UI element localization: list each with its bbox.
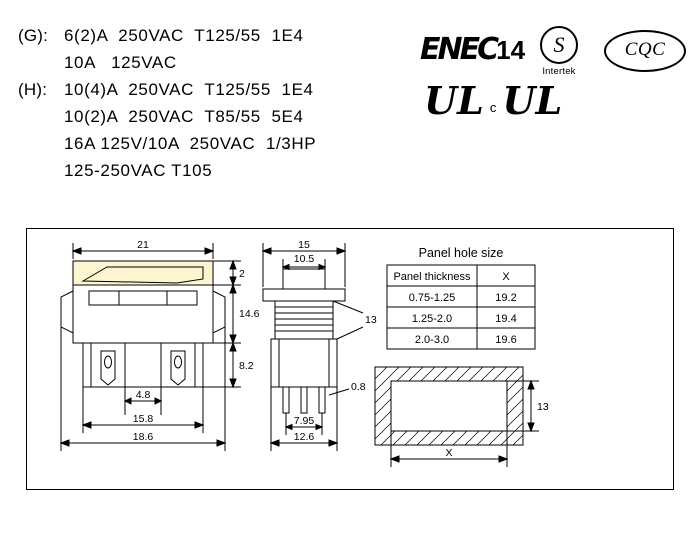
panel-table-cell: 19.2	[495, 292, 517, 304]
dim-terminal-thickness: 0.8	[351, 381, 366, 393]
dim-terminal-gap: 4.8	[135, 389, 151, 401]
rating-row	[18, 80, 438, 107]
cqc-mark-icon: CQC	[604, 30, 686, 72]
dim-terminal-height: 8.2	[239, 360, 254, 372]
technical-drawing	[26, 228, 674, 490]
rating-row	[18, 134, 438, 161]
dim-side-depth: 13	[365, 314, 377, 326]
ratings-block	[18, 26, 438, 188]
rating-row	[18, 107, 438, 134]
panel-table-cell: 19.4	[495, 313, 517, 325]
dim-body-height: 14.6	[239, 308, 260, 320]
panel-table-title: Panel hole size	[418, 246, 504, 260]
rating-text: 6(2)A 250VAC T125/55 1E4	[64, 26, 304, 45]
enec-number: 14	[496, 35, 526, 65]
panel-table-cell: 2.0-3.0	[414, 334, 450, 346]
rating-label-g: (G):	[18, 26, 49, 45]
panel-table-cell: 0.75-1.25	[408, 292, 456, 304]
dim-side-cap-width: 10.5	[293, 253, 315, 265]
rating-label-h: (H):	[18, 80, 48, 99]
rating-text: 10(4)A 250VAC T125/55 1E4	[64, 80, 314, 99]
dim-rocker-height: 2	[239, 268, 245, 280]
dim-side-width-bottom: 12.6	[293, 431, 315, 443]
rating-text: 16A 125V/10A 250VAC 1/3HP	[64, 134, 317, 153]
rating-text: 125-250VAC T105	[64, 161, 213, 180]
ul-marks-icon	[424, 78, 604, 128]
panel-table-cell: 1.25-2.0	[411, 313, 453, 325]
intertek-mark-icon	[528, 26, 590, 77]
dim-pin-spacing: 7.95	[293, 415, 315, 427]
panel-table-header-thickness: Panel thickness	[393, 271, 471, 283]
rating-row	[18, 53, 438, 80]
enec-mark-icon	[420, 28, 530, 72]
rating-text: 10(2)A 250VAC T85/55 5E4	[64, 107, 304, 126]
rating-row	[18, 26, 438, 53]
ul-c-prefix: c	[489, 100, 497, 115]
intertek-label: Intertek	[542, 66, 576, 77]
dim-hole-height: 13	[537, 401, 549, 413]
dim-front-width-mid: 15.8	[132, 413, 154, 425]
ul-mark-glyph: UL	[424, 78, 484, 123]
enec-glyph: ENEC	[420, 32, 497, 67]
dim-front-width-bottom: 18.6	[132, 431, 154, 443]
rating-row	[18, 161, 438, 188]
ul-mark-glyph: UL	[502, 78, 563, 123]
dim-hole-width: X	[445, 447, 453, 459]
rating-text: 10A 125VAC	[64, 53, 177, 72]
intertek-s-glyph: S	[540, 26, 578, 64]
dim-front-width-top: 21	[137, 239, 149, 251]
panel-table-cell: 19.6	[495, 334, 517, 346]
dim-side-width-top: 15	[298, 239, 310, 251]
panel-table-header-x: X	[502, 271, 510, 283]
certification-marks	[420, 20, 690, 150]
